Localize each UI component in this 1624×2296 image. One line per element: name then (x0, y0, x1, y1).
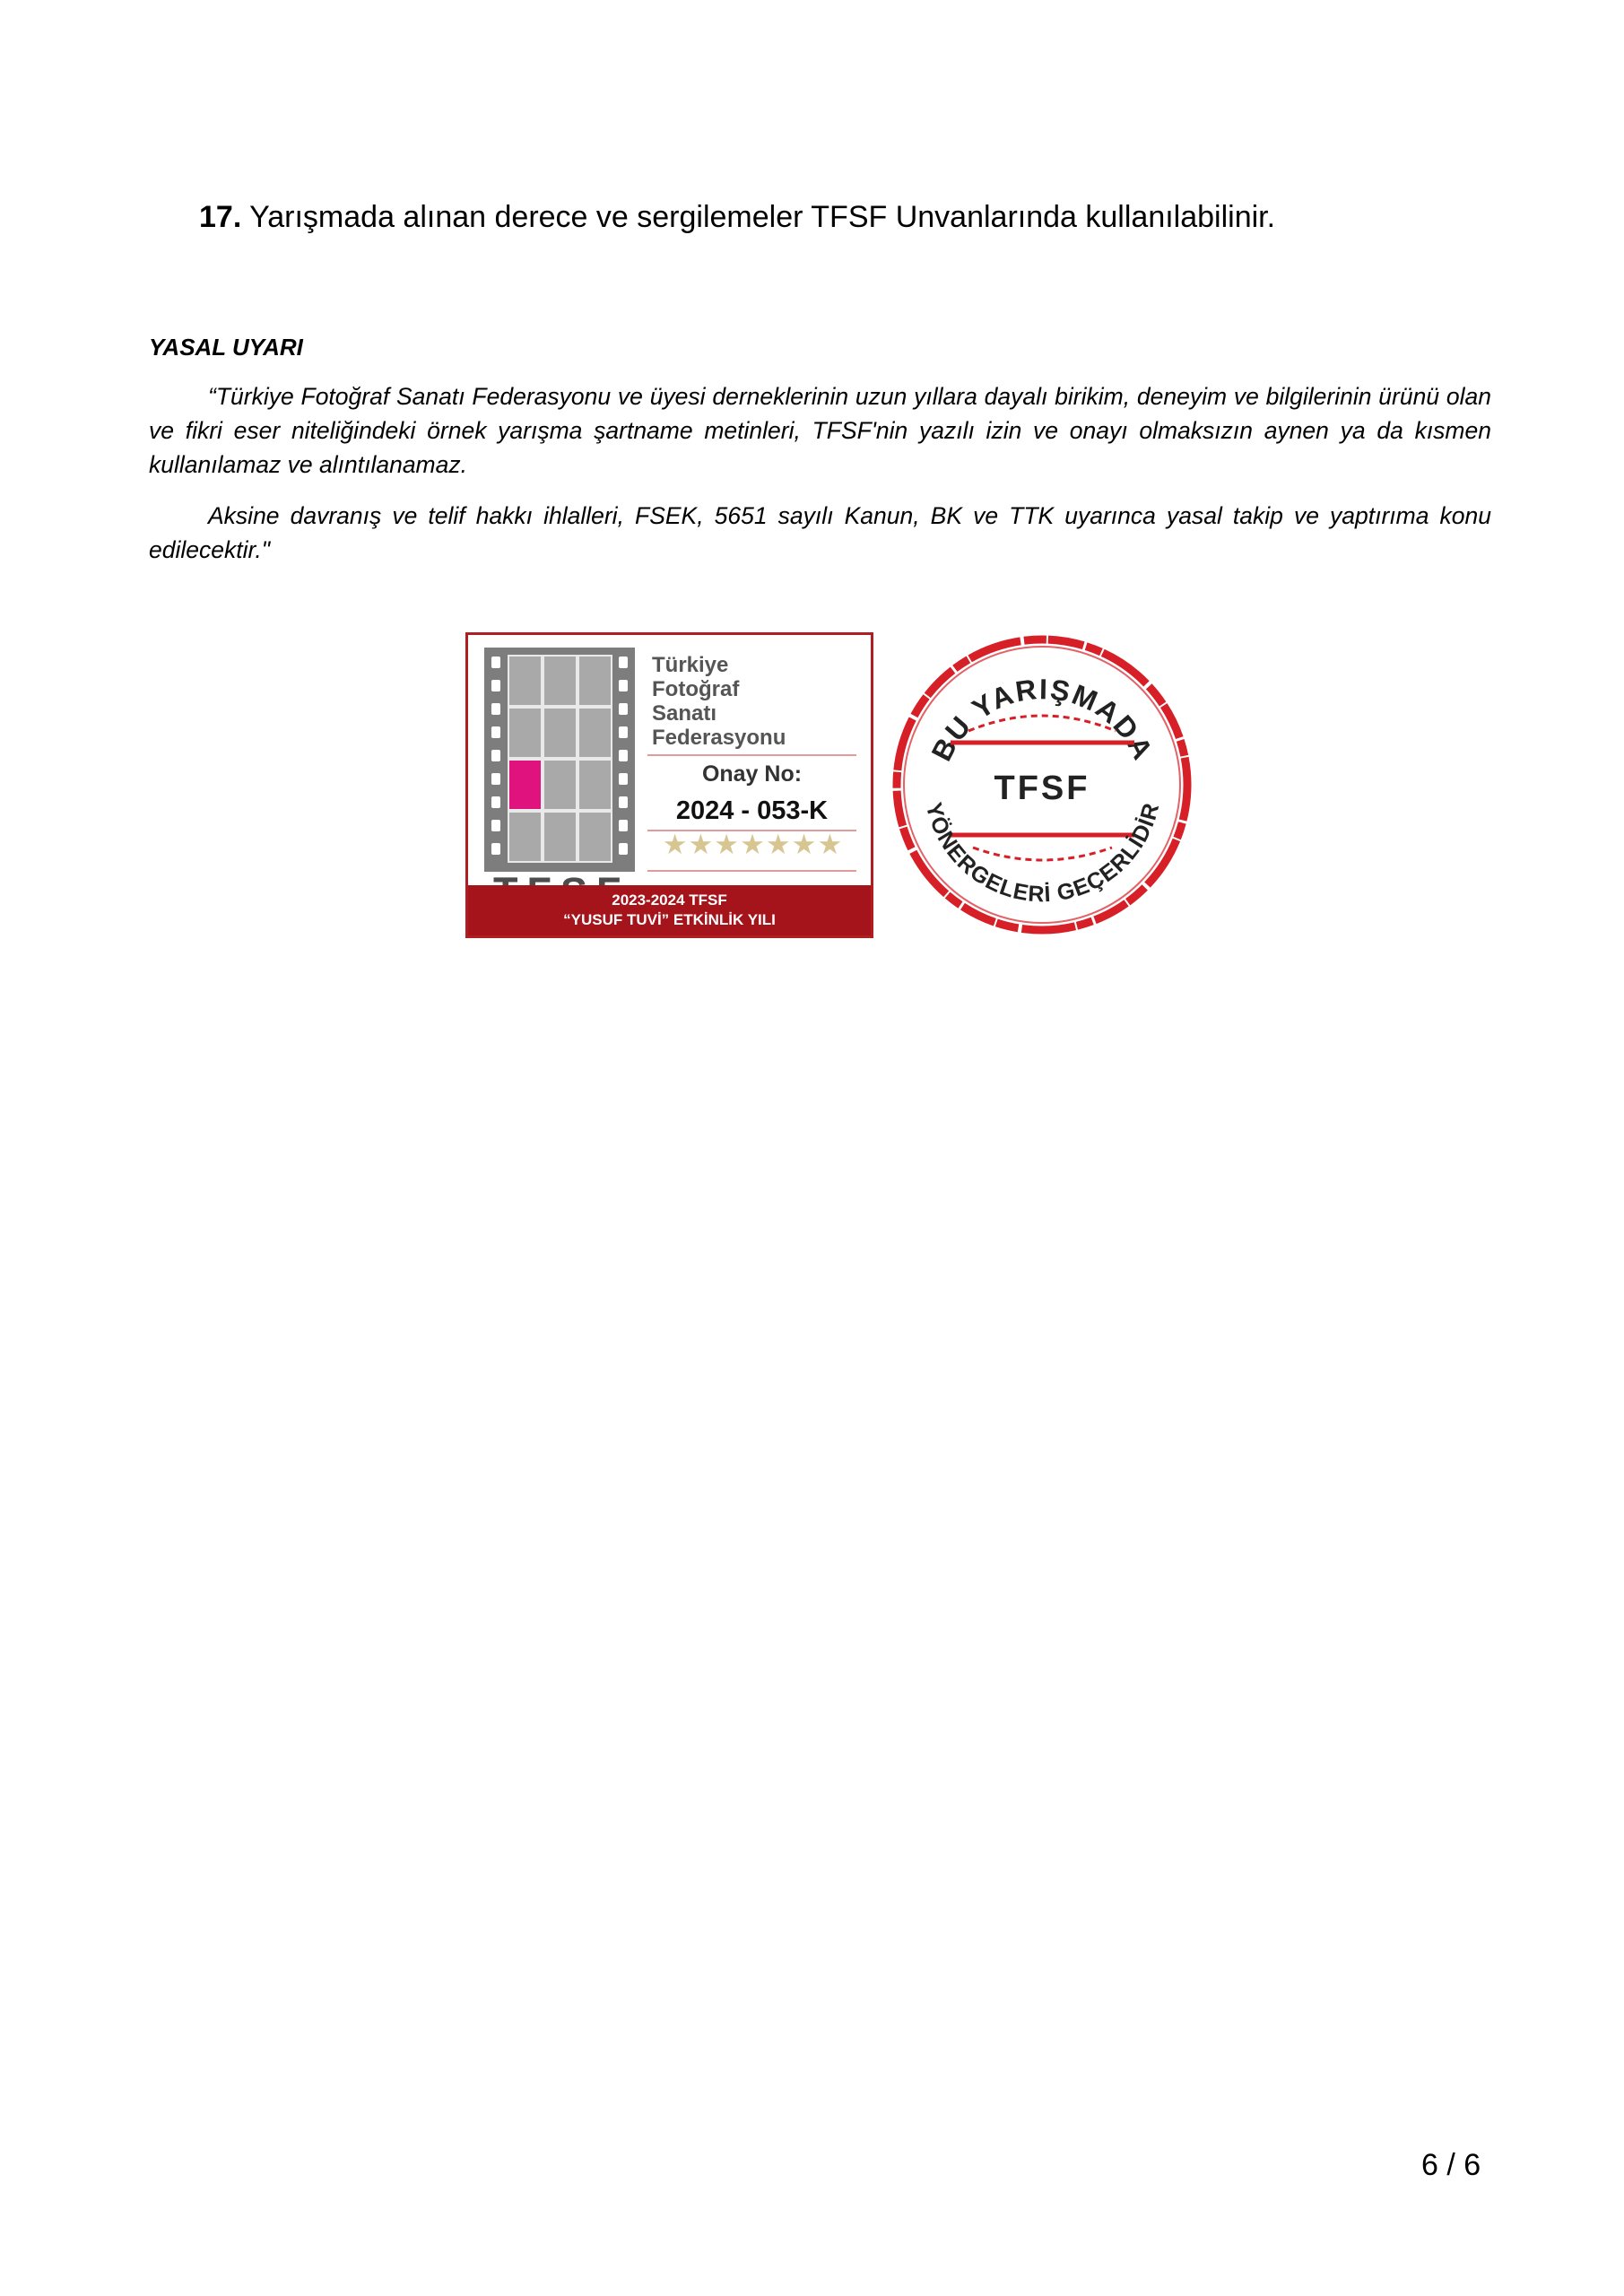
film-perforation (619, 680, 628, 691)
approval-number: 2024 - 053-K (675, 796, 829, 825)
puzzle-piece (508, 707, 543, 759)
film-perforation (491, 843, 500, 855)
film-perforation (619, 703, 628, 715)
tfsf-approval-badge (465, 632, 873, 938)
activity-year-banner (468, 885, 871, 935)
film-perforation (491, 796, 500, 808)
approval-label: Onay No: (701, 761, 803, 787)
film-perforation (619, 657, 628, 668)
puzzle-piece (543, 759, 578, 811)
film-perforation (619, 843, 628, 855)
film-perforation (491, 750, 500, 761)
film-perforation (619, 796, 628, 808)
film-perforation (491, 820, 500, 831)
puzzle-piece (543, 655, 578, 707)
puzzle-piece (508, 759, 543, 811)
puzzle-piece (543, 811, 578, 863)
film-perforation (619, 820, 628, 831)
federation-name (652, 653, 786, 750)
puzzle-piece (578, 655, 612, 707)
film-perforation (491, 726, 500, 738)
federation-name-line: Türkiye (652, 653, 729, 677)
stamp-center-text: TFSF (994, 770, 1090, 807)
film-perforation (491, 773, 500, 785)
banner-line-1: 2023-2024 TFSF (612, 891, 727, 909)
puzzle-piece (578, 707, 612, 759)
page-number: 6 / 6 (1421, 2148, 1481, 2182)
film-perforation (491, 657, 500, 668)
legal-warning-title: YASAL UYARI (149, 334, 303, 361)
film-perforation (619, 726, 628, 738)
federation-name-line: Sanatı (652, 701, 717, 726)
puzzle-piece (578, 759, 612, 811)
film-perforation (491, 703, 500, 715)
film-perforation (491, 680, 500, 691)
stamp-top-text: BU YARIŞMADA (925, 672, 1160, 767)
federation-name-line: Fotoğraf (652, 677, 740, 701)
item-number: 17. (199, 200, 242, 234)
puzzle-piece (543, 707, 578, 759)
divider (647, 754, 856, 756)
tfsf-guidelines-stamp (888, 631, 1197, 940)
puzzle-piece (508, 811, 543, 863)
federation-name-line: Federasyonu (652, 726, 786, 750)
stamp-dashed-arc-bottom (973, 848, 1112, 860)
star-rating: ★★★★★★★ (662, 829, 844, 860)
tfsf-filmstrip-puzzle-logo (484, 648, 635, 872)
film-perforation (619, 750, 628, 761)
film-perforation (619, 773, 628, 785)
stamp-bottom-text: YÖNERGELERİ GEÇERLİDİR (920, 799, 1165, 908)
item-text: Yarışmada alınan derece ve sergilemeler TFSF Unvanlarında kullanılabilinir. (241, 200, 1276, 234)
list-item-17 (199, 196, 1275, 239)
legal-paragraph-2: Aksine davranış ve telif hakkı ihlalleri, FSEK, 5651 sayılı Kanun, BK ve TTK uyarınca yasal takip ve yaptırıma konu edilecektir." (149, 502, 1491, 563)
puzzle-piece (578, 811, 612, 863)
puzzle-piece (508, 655, 543, 707)
divider (647, 870, 856, 872)
banner-line-2: “YUSUF TUVİ” ETKİNLİK YILI (563, 911, 776, 928)
legal-paragraph-1: “Türkiye Fotoğraf Sanatı Federasyonu ve üyesi derneklerinin uzun yıllara dayalı birikim, deneyim ve bilgilerinin ürünü olan ve fikri eser niteliğindeki örnek yarışma şartname metinleri, TFSF'nin yazılı izin ve onayı olmaksızın aynen ya da kısmen kullanılamaz ve alıntılanamaz. (149, 383, 1491, 478)
